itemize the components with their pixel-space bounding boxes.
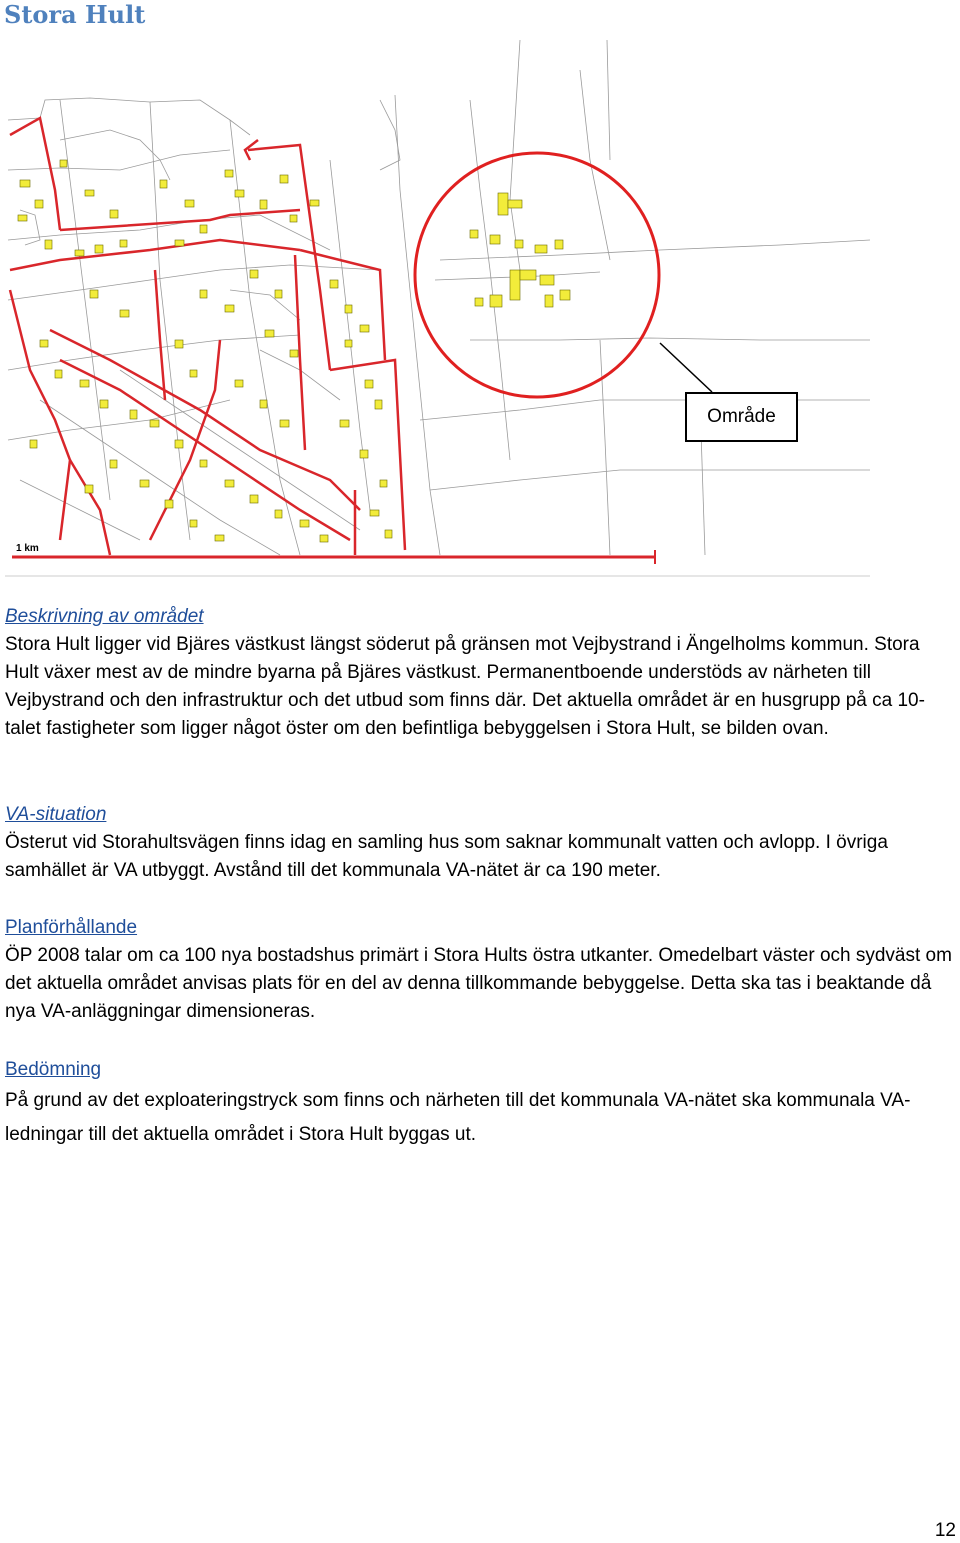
section-planning bbox=[5, 914, 955, 1026]
section-heading: Beskrivning av området bbox=[5, 606, 204, 627]
area-callout: Område bbox=[685, 392, 798, 442]
section-description bbox=[5, 603, 955, 743]
page-title: Stora Hult bbox=[4, 0, 146, 29]
section-body: På grund av det exploateringstryck som finns och närheten till det kommunala VA-nätet ska kommunala VA-ledningar till det aktuella området i Stora Hult byggas ut. bbox=[5, 1090, 911, 1145]
section-body: ÖP 2008 talar om ca 100 nya bostadshus primärt i Stora Hults östra utkanter. Omedelbart väster och sydväst om det aktuella området anvisas plats för en del av denna tillkommande bebyggelse. Detta ska tas i beaktande då nya VA-anläggningar dimensioneras. bbox=[5, 945, 952, 1022]
page-number: 12 bbox=[934, 1520, 956, 1541]
section-assessment bbox=[5, 1056, 955, 1152]
section-heading: Planförhållande bbox=[5, 917, 138, 938]
area-map bbox=[0, 40, 875, 580]
section-heading: VA-situation bbox=[5, 804, 107, 825]
scale-label: 1 km bbox=[16, 543, 39, 554]
section-body: Österut vid Storahultsvägen finns idag en samling hus som saknar kommunalt vatten och avlopp. I övriga samhället är VA utbyggt. Avstånd till det kommunala VA-nätet är ca 190 meter. bbox=[5, 832, 888, 881]
section-va-situation bbox=[5, 801, 955, 885]
section-heading: Bedömning bbox=[5, 1059, 102, 1080]
section-body: Stora Hult ligger vid Bjäres västkust längst söderut på gränsen mot Vejbystrand i Ängelholms kommun. Stora Hult växer mest av de mindre byarna på Bjäres västkust. Permanentboende understöds av närheten till Vejbystrand och den infrastruktur och det utbud som finns där. Det aktuella området är en husgrupp på ca 10-talet fastigheter som ligger något öster om den befintliga bebyggelsen i Stora Hult, se bilden ovan. bbox=[5, 634, 925, 739]
